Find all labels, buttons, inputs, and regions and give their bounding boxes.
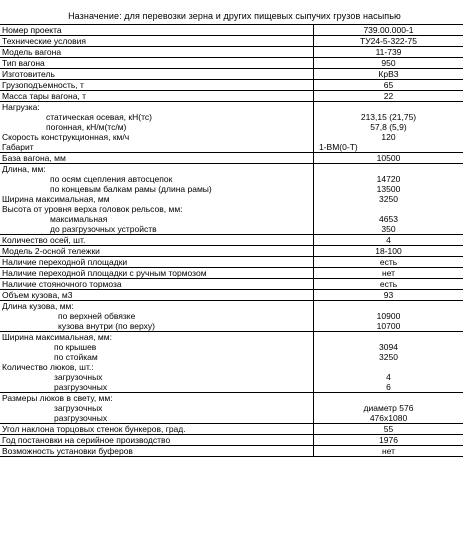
row-value: есть bbox=[314, 279, 464, 290]
row-value: 6 bbox=[386, 382, 391, 392]
table-row bbox=[0, 446, 463, 457]
row-label: База вагона, мм bbox=[0, 153, 314, 164]
table-row bbox=[0, 382, 463, 393]
row-value bbox=[314, 393, 464, 404]
row-label: Масса тары вагона, т bbox=[0, 91, 314, 102]
table-row bbox=[0, 321, 463, 332]
row-value: есть bbox=[314, 257, 464, 268]
row-value: 476x1080 bbox=[369, 413, 408, 423]
table-row bbox=[0, 69, 463, 80]
row-value: нет bbox=[314, 268, 464, 279]
row-label: Угол наклона торцовых стенок бункеров, град. bbox=[0, 424, 314, 435]
row-label: разгрузочных bbox=[0, 382, 314, 393]
table-row bbox=[0, 47, 463, 58]
row-label: Год постановки на серийное производство bbox=[0, 435, 314, 446]
row-label: загрузочных bbox=[0, 372, 314, 382]
table-row bbox=[0, 290, 463, 301]
row-label: по концевым балкам рамы (длина рамы) bbox=[0, 184, 314, 194]
row-label: по стойкам bbox=[0, 352, 314, 362]
table-row bbox=[0, 204, 463, 214]
table-row bbox=[0, 58, 463, 69]
row-label: Модель вагона bbox=[0, 47, 314, 58]
row-value: 18-100 bbox=[314, 246, 464, 257]
row-value: 950 bbox=[314, 58, 464, 69]
table-row bbox=[0, 224, 463, 235]
table-row bbox=[0, 142, 463, 153]
row-value: ТУ24-5-322-75 bbox=[314, 36, 464, 47]
table-row bbox=[0, 403, 463, 413]
row-label: Наличие переходной площадки с ручным тормозом bbox=[0, 268, 314, 279]
row-label: Количество осей, шт. bbox=[0, 235, 314, 246]
row-value: 4 bbox=[314, 235, 464, 246]
row-label: Количество люков, шт.: bbox=[0, 362, 314, 372]
row-label: Изготовитель bbox=[0, 69, 314, 80]
row-label: Грузоподъемность, т bbox=[0, 80, 314, 91]
table-row bbox=[0, 301, 463, 312]
table-row bbox=[0, 122, 463, 132]
row-label: Длина кузова, мм: bbox=[0, 301, 314, 312]
row-value: 4 bbox=[386, 372, 391, 382]
row-value: 93 bbox=[314, 290, 464, 301]
row-value bbox=[314, 301, 464, 312]
row-value bbox=[314, 204, 464, 214]
table-row bbox=[0, 362, 463, 372]
table-row bbox=[0, 424, 463, 435]
row-label: Модель 2-осной тележки bbox=[0, 246, 314, 257]
row-value: диаметр 576 bbox=[363, 403, 414, 413]
row-value: 65 bbox=[314, 80, 464, 91]
row-label: до разгрузочных устройств bbox=[0, 224, 314, 235]
row-label: Габарит bbox=[0, 142, 314, 153]
table-row bbox=[0, 36, 463, 47]
row-label: Номер проекта bbox=[0, 25, 314, 36]
row-label: кузова внутри (по верху) bbox=[0, 321, 314, 332]
row-value: 10700 bbox=[376, 321, 401, 331]
table-row bbox=[0, 153, 463, 164]
row-value bbox=[314, 332, 464, 343]
row-label: Высота от уровня верха головок рельсов, мм: bbox=[0, 204, 314, 214]
row-label: Скорость конструкционная, км/ч bbox=[0, 132, 314, 142]
row-label: Объем кузова, м3 bbox=[0, 290, 314, 301]
table-row bbox=[0, 268, 463, 279]
row-value: 55 bbox=[314, 424, 464, 435]
row-value: 14720 bbox=[376, 174, 401, 184]
row-value: 4653 bbox=[379, 214, 398, 224]
row-value: 57,8 (5,9) bbox=[370, 122, 407, 132]
table-row bbox=[0, 372, 463, 382]
row-value: 3250 bbox=[379, 352, 398, 362]
row-label: разгрузочных bbox=[0, 413, 314, 424]
row-label: Тип вагона bbox=[0, 58, 314, 69]
row-value bbox=[314, 362, 464, 372]
table-row bbox=[0, 435, 463, 446]
row-value: 10900 bbox=[376, 311, 401, 321]
row-value bbox=[314, 102, 464, 113]
spec-table bbox=[0, 24, 463, 457]
row-label: Длина, мм: bbox=[0, 164, 314, 175]
row-value: нет bbox=[314, 446, 464, 457]
row-value: 1976 bbox=[314, 435, 464, 446]
row-value: 11-739 bbox=[314, 47, 464, 58]
table-row bbox=[0, 214, 463, 224]
row-label: Нагрузка: bbox=[0, 102, 314, 113]
row-label: по крышев bbox=[0, 342, 314, 352]
table-row bbox=[0, 311, 463, 321]
row-label: Наличие переходной площадки bbox=[0, 257, 314, 268]
table-row bbox=[0, 352, 463, 362]
row-value bbox=[314, 164, 464, 175]
row-label: Возможность установки буферов bbox=[0, 446, 314, 457]
table-row bbox=[0, 25, 463, 36]
table-row bbox=[0, 112, 463, 122]
table-row bbox=[0, 235, 463, 246]
table-row bbox=[0, 164, 463, 175]
row-value: 13500 bbox=[376, 184, 401, 194]
row-label: Технические условия bbox=[0, 36, 314, 47]
table-row bbox=[0, 413, 463, 424]
table-row bbox=[0, 393, 463, 404]
row-value: 3094 bbox=[379, 342, 398, 352]
row-label: статическая осевая, кН(тс) bbox=[0, 112, 314, 122]
row-value: 1-ВМ(0-Т) bbox=[319, 142, 358, 152]
table-row bbox=[0, 102, 463, 113]
row-label: Наличие стояночного тормоза bbox=[0, 279, 314, 290]
table-row bbox=[0, 332, 463, 343]
document-heading: Назначение: для перевозки зерна и других пищевых сыпучих грузов насыпью bbox=[68, 11, 401, 21]
row-value: 22 bbox=[314, 91, 464, 102]
table-row bbox=[0, 91, 463, 102]
row-label: максимальная bbox=[0, 214, 314, 224]
table-row bbox=[0, 246, 463, 257]
row-label: загрузочных bbox=[0, 403, 314, 413]
row-value: 213,15 (21,75) bbox=[360, 112, 417, 122]
row-value: 120 bbox=[381, 132, 396, 142]
row-label: по осям сцепления автосцепок bbox=[0, 174, 314, 184]
row-label: Ширина максимальная, мм: bbox=[0, 332, 314, 343]
row-label: по верхней обвязке bbox=[0, 311, 314, 321]
row-value: КрВЗ bbox=[314, 69, 464, 80]
table-row bbox=[0, 80, 463, 91]
row-value: 10500 bbox=[314, 153, 464, 164]
row-value: 739.00.000-1 bbox=[314, 25, 464, 36]
row-value: 3250 bbox=[379, 194, 398, 204]
table-row bbox=[0, 279, 463, 290]
row-label: погонная, кН/м(тс/м) bbox=[0, 122, 314, 132]
table-row bbox=[0, 174, 463, 184]
table-row bbox=[0, 132, 463, 142]
row-value: 350 bbox=[381, 224, 396, 234]
row-label: Размеры люков в свету, мм: bbox=[0, 393, 314, 404]
row-label: Ширина максимальная, мм bbox=[0, 194, 314, 204]
table-row bbox=[0, 342, 463, 352]
table-row bbox=[0, 257, 463, 268]
table-row bbox=[0, 194, 463, 204]
table-row bbox=[0, 184, 463, 194]
